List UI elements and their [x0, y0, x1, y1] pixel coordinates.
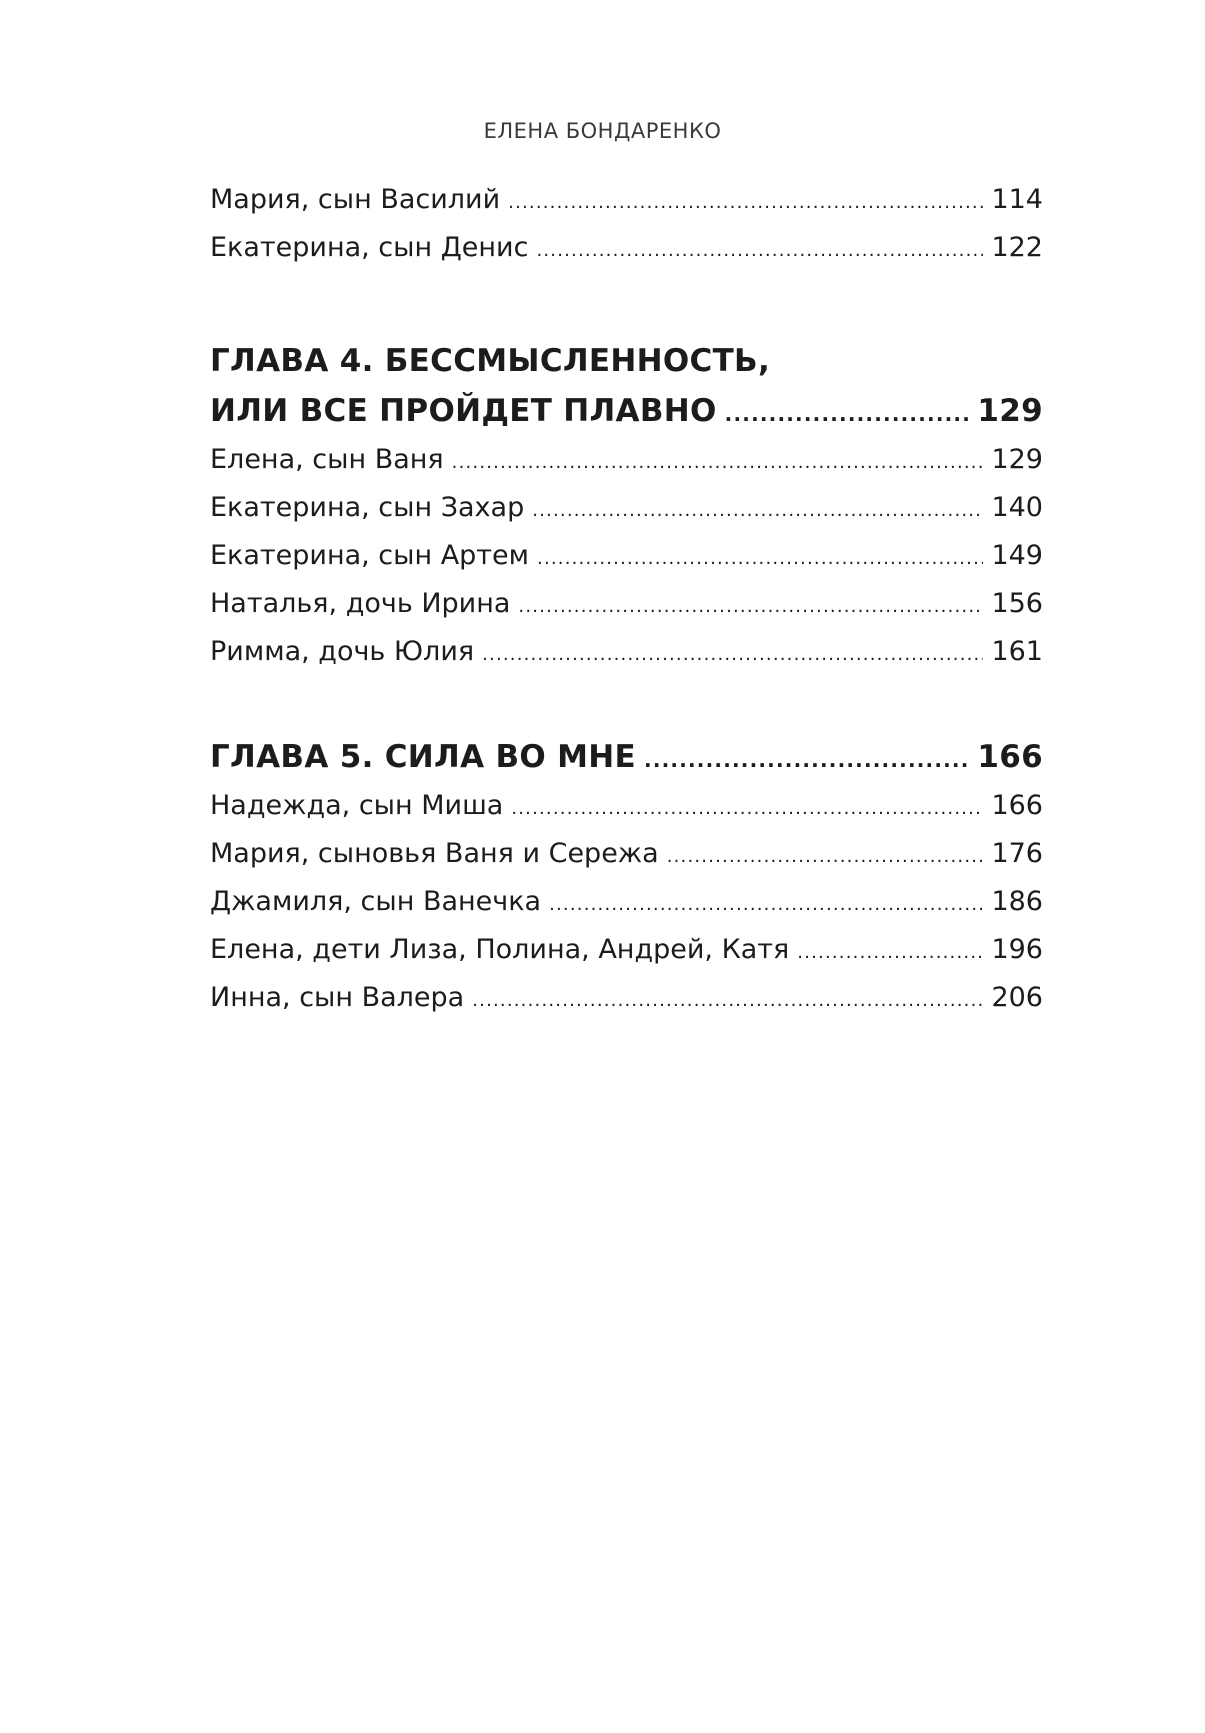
- chapter-5-heading[interactable]: [210, 732, 1043, 782]
- dot-leader: [667, 833, 984, 881]
- section-spacer: [210, 272, 1043, 336]
- toc-entry-page: 129: [991, 444, 1043, 475]
- dot-leader: [482, 631, 983, 679]
- table-of-contents: [210, 176, 1043, 1022]
- toc-entry-page: 156: [991, 588, 1043, 619]
- dot-leader: [537, 535, 983, 583]
- toc-entry-page: 186: [991, 886, 1043, 917]
- dot-leader: [725, 389, 970, 439]
- toc-entry-title: Екатерина, сын Артем: [210, 540, 530, 571]
- toc-entry-page: 176: [991, 838, 1043, 869]
- dot-leader: [644, 735, 969, 785]
- toc-entry[interactable]: [210, 926, 1043, 974]
- toc-entry-page: 114: [991, 184, 1043, 215]
- chapter-4-heading[interactable]: [210, 336, 1043, 436]
- chapter-5-title-text: ГЛАВА 5. СИЛА ВО МНЕ: [210, 739, 637, 775]
- chapter-4-title-line-2: [210, 386, 1043, 436]
- toc-entry-title: Екатерина, сын Захар: [210, 492, 525, 523]
- toc-entry-title: Надежда, сын Миша: [210, 790, 504, 821]
- toc-entry[interactable]: [210, 176, 1043, 224]
- toc-entry-title: Елена, дети Лиза, Полина, Андрей, Катя: [210, 934, 790, 965]
- dot-leader: [797, 929, 983, 977]
- dot-leader: [532, 487, 983, 535]
- toc-entry[interactable]: [210, 580, 1043, 628]
- chapter-4-title-line-1: ГЛАВА 4. БЕССМЫСЛЕННОСТЬ,: [210, 343, 771, 379]
- toc-entry[interactable]: [210, 224, 1043, 272]
- toc-entry-page: 206: [991, 982, 1043, 1013]
- toc-entry-page: 122: [991, 232, 1043, 263]
- toc-entry-title: Елена, сын Ваня: [210, 444, 444, 475]
- toc-entry-page: 196: [991, 934, 1043, 965]
- chapter-4-title-text: ИЛИ ВСЕ ПРОЙДЕТ ПЛАВНО: [210, 393, 717, 429]
- toc-entry-title: Инна, сын Валера: [210, 982, 465, 1013]
- dot-leader: [549, 881, 983, 929]
- toc-entry-title: Мария, сыновья Ваня и Сережа: [210, 838, 659, 869]
- dot-leader: [511, 785, 983, 833]
- toc-entry-title: Римма, дочь Юлия: [210, 636, 475, 667]
- toc-entry[interactable]: [210, 974, 1043, 1022]
- toc-entry-page: 149: [991, 540, 1043, 571]
- dot-leader: [518, 583, 983, 631]
- toc-entry-title: Наталья, дочь Ирина: [210, 588, 511, 619]
- dot-leader: [472, 977, 983, 1025]
- toc-entry[interactable]: [210, 878, 1043, 926]
- dot-leader: [452, 439, 984, 487]
- section-spacer: [210, 676, 1043, 732]
- toc-entry[interactable]: [210, 436, 1043, 484]
- chapter-5-title-line: [210, 732, 1043, 782]
- toc-entry-title: Мария, сын Василий: [210, 184, 501, 215]
- toc-entry[interactable]: [210, 484, 1043, 532]
- toc-entry[interactable]: [210, 628, 1043, 676]
- toc-entry-page: 140: [991, 492, 1043, 523]
- chapter-5-page: 166: [977, 739, 1043, 775]
- toc-entry-title: Екатерина, сын Денис: [210, 232, 529, 263]
- dot-leader: [536, 227, 983, 275]
- dot-leader: [508, 179, 983, 227]
- toc-entry-page: 166: [991, 790, 1043, 821]
- toc-entry-title: Джамиля, сын Ванечка: [210, 886, 542, 917]
- toc-entry[interactable]: [210, 532, 1043, 580]
- toc-entry[interactable]: [210, 782, 1043, 830]
- toc-entry-page: 161: [991, 636, 1043, 667]
- chapter-4-page: 129: [977, 393, 1043, 429]
- running-header-author: ЕЛЕНА БОНДАРЕНКО: [483, 119, 722, 143]
- toc-entry[interactable]: [210, 830, 1043, 878]
